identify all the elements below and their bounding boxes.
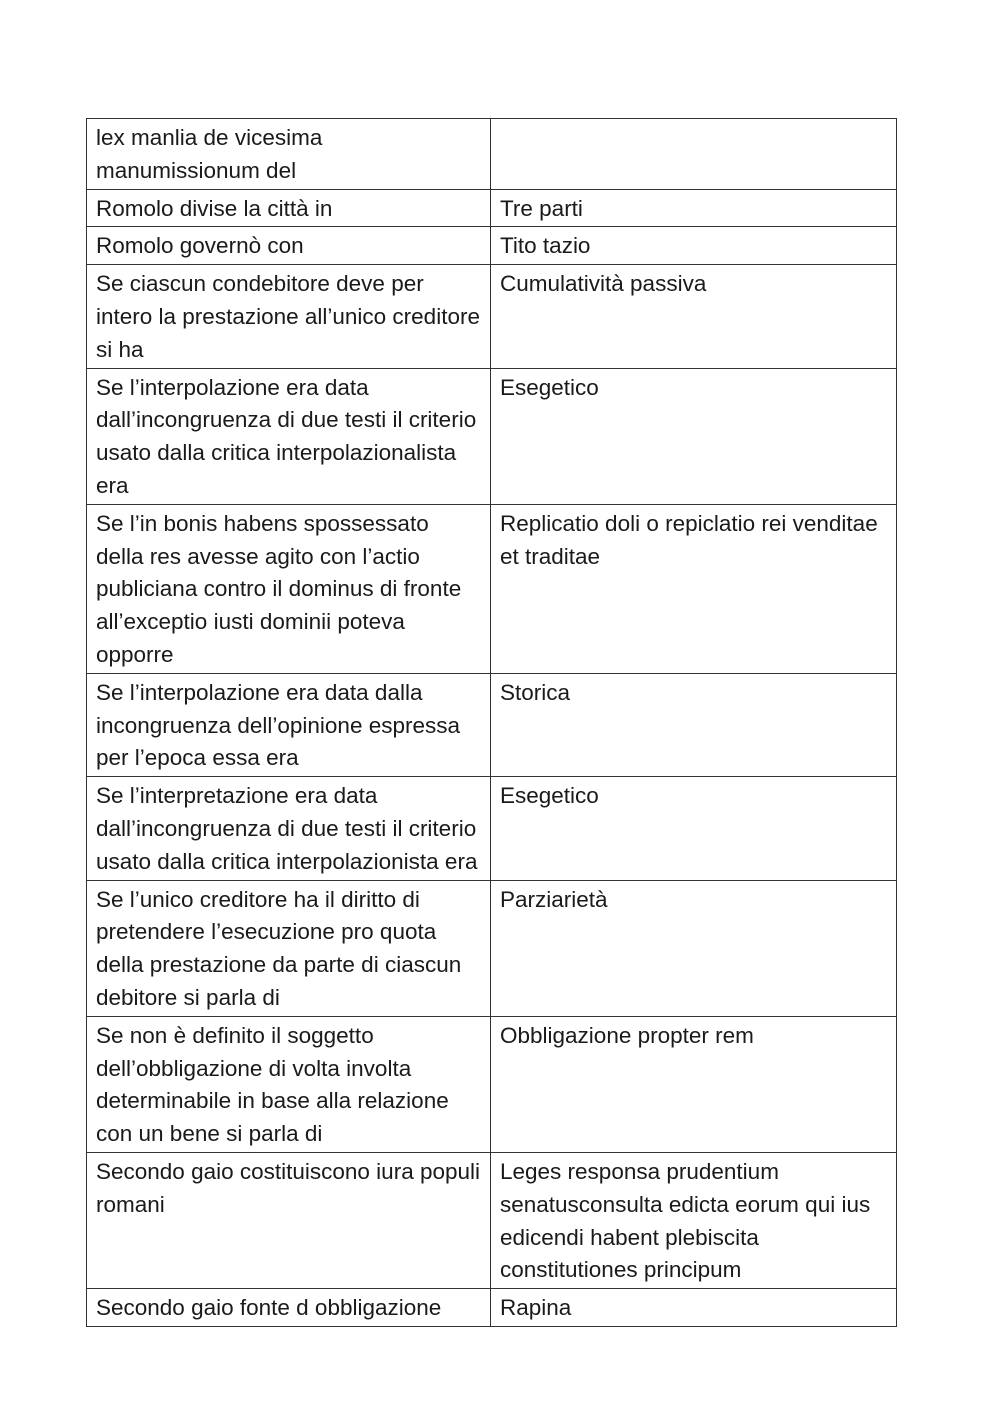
- question-cell: Se l’interpolazione era data dalla incongruenza dell’opinione espressa per l’epoca essa era: [87, 673, 491, 776]
- table-row: [87, 1289, 897, 1327]
- table-row: [87, 777, 897, 880]
- question-cell: Se l’interpretazione era data dall’incongruenza di due testi il criterio usato dalla critica interpolazionista era: [87, 777, 491, 880]
- table-row: [87, 880, 897, 1016]
- question-cell: Romolo divise la città in: [87, 189, 491, 227]
- table-row: [87, 673, 897, 776]
- table-row: [87, 227, 897, 265]
- answer-cell: Tre parti: [491, 189, 897, 227]
- question-cell: Se l’in bonis habens spossessato della res avesse agito con l’actio publiciana contro il dominus di fronte all’exceptio iusti dominii poteva opporre: [87, 504, 491, 673]
- answer-cell: Storica: [491, 673, 897, 776]
- question-cell: Romolo governò con: [87, 227, 491, 265]
- answer-cell: Leges responsa prudentium senatusconsulta edicta eorum qui ius edicendi habent plebiscita constitutiones principum: [491, 1152, 897, 1288]
- answer-cell: Parziarietà: [491, 880, 897, 1016]
- table-row: [87, 119, 897, 190]
- answer-cell: Replicatio doli o repiclatio rei venditae et traditae: [491, 504, 897, 673]
- answer-cell: Obbligazione propter rem: [491, 1016, 897, 1152]
- question-cell: Se l’interpolazione era data dall’incongruenza di due testi il criterio usato dalla critica interpolazionalista era: [87, 368, 491, 504]
- answer-cell: Tito tazio: [491, 227, 897, 265]
- question-cell: Secondo gaio costituiscono iura populi romani: [87, 1152, 491, 1288]
- answer-cell: [491, 119, 897, 190]
- table-row: [87, 189, 897, 227]
- question-cell: Se non è definito il soggetto dell’obbligazione di volta involta determinabile in base alla relazione con un bene si parla di: [87, 1016, 491, 1152]
- answer-cell: Esegetico: [491, 368, 897, 504]
- table-row: [87, 1016, 897, 1152]
- question-cell: lex manlia de vicesima manumissionum del: [87, 119, 491, 190]
- table-row: [87, 1152, 897, 1288]
- table-row: [87, 504, 897, 673]
- answer-cell: Cumulatività passiva: [491, 265, 897, 368]
- answer-cell: Rapina: [491, 1289, 897, 1327]
- table-row: [87, 265, 897, 368]
- question-cell: Se l’unico creditore ha il diritto di pretendere l’esecuzione pro quota della prestazione da parte di ciascun debitore si parla di: [87, 880, 491, 1016]
- table-row: [87, 368, 897, 504]
- answer-cell: Esegetico: [491, 777, 897, 880]
- question-cell: Se ciascun condebitore deve per intero la prestazione all’unico creditore si ha: [87, 265, 491, 368]
- question-cell: Secondo gaio fonte d obbligazione: [87, 1289, 491, 1327]
- qa-table: [86, 118, 897, 1327]
